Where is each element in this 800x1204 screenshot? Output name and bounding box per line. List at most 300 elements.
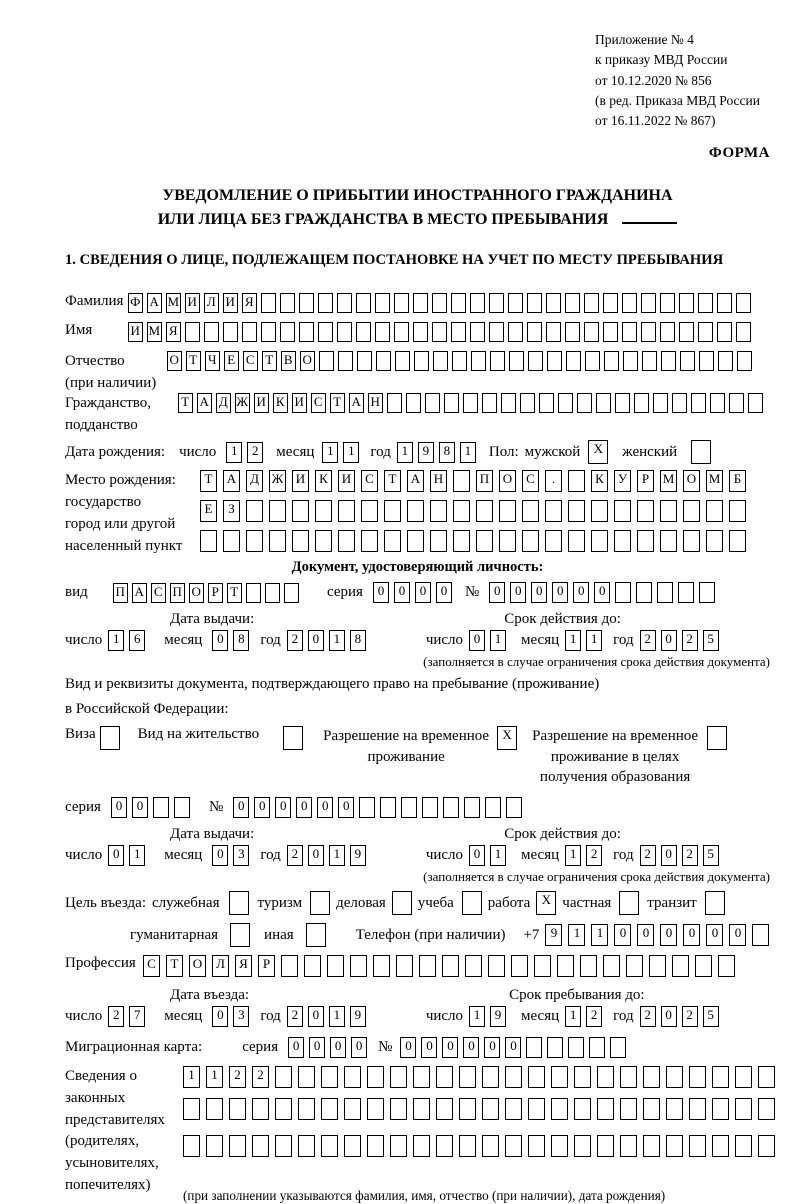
char-cell[interactable] (485, 797, 501, 818)
char-cell[interactable]: 0 (212, 1006, 228, 1027)
char-cell[interactable] (284, 583, 299, 603)
char-cell[interactable] (689, 1098, 706, 1120)
char-cell[interactable] (432, 322, 447, 342)
char-cell[interactable] (470, 293, 485, 313)
char-cell[interactable] (444, 393, 459, 413)
char-cell[interactable] (508, 293, 523, 313)
char-cell[interactable] (666, 1135, 683, 1157)
char-cell[interactable] (596, 393, 611, 413)
char-cell[interactable]: Е (200, 500, 217, 522)
char-cell[interactable] (482, 1135, 499, 1157)
char-cell[interactable] (707, 726, 727, 750)
char-cell[interactable] (442, 955, 459, 977)
char-cell[interactable] (737, 351, 752, 371)
char-cell[interactable] (499, 530, 516, 552)
char-cell[interactable] (246, 583, 261, 603)
char-cell[interactable]: С (311, 393, 326, 413)
char-cell[interactable] (292, 530, 309, 552)
char-cell[interactable] (436, 1135, 453, 1157)
char-cell[interactable] (698, 293, 713, 313)
char-cell[interactable]: 0 (706, 924, 723, 946)
char-cell[interactable]: А (349, 393, 364, 413)
char-cell[interactable] (622, 293, 637, 313)
char-cell[interactable] (319, 351, 334, 371)
char-cell[interactable]: 0 (254, 797, 270, 818)
char-cell[interactable] (174, 797, 190, 818)
char-cell[interactable]: 2 (247, 442, 263, 463)
char-cell[interactable] (482, 393, 497, 413)
char-cell[interactable] (568, 530, 585, 552)
char-cell[interactable]: 0 (614, 924, 631, 946)
char-cell[interactable] (451, 293, 466, 313)
char-cell[interactable]: А (223, 470, 240, 492)
char-cell[interactable] (528, 1098, 545, 1120)
char-cell[interactable]: 0 (212, 630, 228, 651)
char-cell[interactable]: У (614, 470, 631, 492)
char-cell[interactable] (413, 293, 428, 313)
char-cell[interactable]: Т (166, 955, 183, 977)
char-cell[interactable] (758, 1135, 775, 1157)
char-cell[interactable] (299, 322, 314, 342)
char-cell[interactable] (310, 891, 330, 915)
char-cell[interactable] (275, 1098, 292, 1120)
char-cell[interactable]: 0 (463, 1037, 479, 1058)
char-cell[interactable]: 0 (296, 797, 312, 818)
char-cell[interactable] (414, 351, 429, 371)
char-cell[interactable]: Я (166, 322, 181, 342)
char-cell[interactable] (718, 955, 735, 977)
char-cell[interactable] (384, 500, 401, 522)
char-cell[interactable]: Р (637, 470, 654, 492)
char-cell[interactable]: 9 (350, 1006, 366, 1027)
char-cell[interactable]: 0 (330, 1037, 346, 1058)
char-cell[interactable] (585, 351, 600, 371)
char-cell[interactable] (623, 351, 638, 371)
char-cell[interactable] (261, 322, 276, 342)
char-cell[interactable] (413, 1066, 430, 1088)
char-cell[interactable] (604, 351, 619, 371)
char-cell[interactable] (299, 293, 314, 313)
char-cell[interactable]: 1 (343, 442, 359, 463)
char-cell[interactable]: 2 (682, 630, 698, 651)
char-cell[interactable] (387, 393, 402, 413)
char-cell[interactable] (735, 1135, 752, 1157)
char-cell[interactable]: 1 (565, 845, 581, 866)
char-cell[interactable]: 9 (490, 1006, 506, 1027)
char-cell[interactable]: М (706, 470, 723, 492)
char-cell[interactable] (153, 797, 169, 818)
char-cell[interactable]: 5 (703, 1006, 719, 1027)
char-cell[interactable] (679, 293, 694, 313)
char-cell[interactable]: 1 (329, 1006, 345, 1027)
char-cell[interactable] (643, 1098, 660, 1120)
char-cell[interactable]: И (223, 293, 238, 313)
char-cell[interactable]: 0 (469, 845, 485, 866)
char-cell[interactable] (489, 322, 504, 342)
char-cell[interactable] (546, 293, 561, 313)
char-cell[interactable]: Я (242, 293, 257, 313)
char-cell[interactable]: П (476, 470, 493, 492)
char-cell[interactable]: 1 (490, 630, 506, 651)
char-cell[interactable]: 9 (418, 442, 434, 463)
char-cell[interactable]: 0 (436, 582, 452, 603)
char-cell[interactable] (619, 891, 639, 915)
char-cell[interactable] (204, 322, 219, 342)
char-cell[interactable]: О (499, 470, 516, 492)
char-cell[interactable]: 1 (460, 442, 476, 463)
char-cell[interactable] (717, 322, 732, 342)
char-cell[interactable] (451, 322, 466, 342)
char-cell[interactable] (230, 923, 250, 947)
char-cell[interactable]: С (361, 470, 378, 492)
char-cell[interactable]: 0 (661, 630, 677, 651)
char-cell[interactable] (183, 1098, 200, 1120)
char-cell[interactable]: 2 (586, 1006, 602, 1027)
char-cell[interactable] (643, 1135, 660, 1157)
char-cell[interactable]: Т (200, 470, 217, 492)
char-cell[interactable] (636, 582, 652, 603)
char-cell[interactable]: Т (384, 470, 401, 492)
char-cell[interactable]: 1 (568, 924, 585, 946)
char-cell[interactable]: 0 (288, 1037, 304, 1058)
char-cell[interactable]: 2 (229, 1066, 246, 1088)
char-cell[interactable]: 0 (594, 582, 610, 603)
char-cell[interactable] (505, 1098, 522, 1120)
char-cell[interactable]: М (660, 470, 677, 492)
char-cell[interactable]: А (132, 583, 147, 603)
char-cell[interactable]: 1 (129, 845, 145, 866)
char-cell[interactable]: 2 (287, 1006, 303, 1027)
char-cell[interactable] (275, 1135, 292, 1157)
char-cell[interactable] (527, 322, 542, 342)
char-cell[interactable] (615, 393, 630, 413)
char-cell[interactable] (520, 393, 535, 413)
char-cell[interactable] (591, 530, 608, 552)
char-cell[interactable] (736, 322, 751, 342)
char-cell[interactable] (522, 500, 539, 522)
char-cell[interactable] (321, 1098, 338, 1120)
char-cell[interactable]: О (683, 470, 700, 492)
char-cell[interactable]: 9 (350, 845, 366, 866)
char-cell[interactable] (298, 1135, 315, 1157)
char-cell[interactable] (395, 351, 410, 371)
char-cell[interactable]: 0 (421, 1037, 437, 1058)
char-cell[interactable]: 1 (108, 630, 124, 651)
char-cell[interactable] (453, 530, 470, 552)
char-cell[interactable] (337, 293, 352, 313)
char-cell[interactable] (637, 530, 654, 552)
char-cell[interactable]: З (223, 500, 240, 522)
char-cell[interactable] (206, 1135, 223, 1157)
char-cell[interactable] (712, 1135, 729, 1157)
char-cell[interactable] (506, 797, 522, 818)
char-cell[interactable] (292, 500, 309, 522)
char-cell[interactable] (679, 322, 694, 342)
char-cell[interactable] (689, 1066, 706, 1088)
char-cell[interactable] (430, 530, 447, 552)
char-cell[interactable] (547, 351, 562, 371)
char-cell[interactable] (642, 351, 657, 371)
char-cell[interactable] (735, 1066, 752, 1088)
char-cell[interactable]: 2 (287, 630, 303, 651)
char-cell[interactable]: И (338, 470, 355, 492)
char-cell[interactable] (666, 1066, 683, 1088)
char-cell[interactable] (229, 1135, 246, 1157)
char-cell[interactable] (413, 1098, 430, 1120)
char-cell[interactable] (432, 293, 447, 313)
char-cell[interactable] (568, 470, 585, 492)
char-cell[interactable] (591, 500, 608, 522)
char-cell[interactable]: 0 (394, 582, 410, 603)
char-cell[interactable] (453, 500, 470, 522)
char-cell[interactable]: 0 (108, 845, 124, 866)
char-cell[interactable] (476, 500, 493, 522)
char-cell[interactable] (634, 393, 649, 413)
char-cell[interactable]: 1 (329, 845, 345, 866)
char-cell[interactable] (459, 1066, 476, 1088)
char-cell[interactable]: 0 (489, 582, 505, 603)
char-cell[interactable]: К (315, 470, 332, 492)
char-cell[interactable]: 0 (469, 630, 485, 651)
char-cell[interactable] (712, 1066, 729, 1088)
char-cell[interactable] (698, 322, 713, 342)
char-cell[interactable] (597, 1066, 614, 1088)
char-cell[interactable] (392, 891, 412, 915)
char-cell[interactable] (344, 1066, 361, 1088)
char-cell[interactable]: 3 (233, 1006, 249, 1027)
char-cell[interactable]: 0 (484, 1037, 500, 1058)
char-cell[interactable] (710, 393, 725, 413)
char-cell[interactable] (637, 500, 654, 522)
char-cell[interactable]: 0 (683, 924, 700, 946)
char-cell[interactable] (505, 1066, 522, 1088)
char-cell[interactable] (603, 322, 618, 342)
char-cell[interactable] (758, 1098, 775, 1120)
char-cell[interactable] (356, 293, 371, 313)
char-cell[interactable] (367, 1066, 384, 1088)
char-cell[interactable] (489, 293, 504, 313)
char-cell[interactable] (626, 955, 643, 977)
char-cell[interactable]: 1 (183, 1066, 200, 1088)
char-cell[interactable]: 0 (275, 797, 291, 818)
char-cell[interactable] (452, 351, 467, 371)
char-cell[interactable] (463, 393, 478, 413)
char-cell[interactable]: 0 (212, 845, 228, 866)
char-cell[interactable] (436, 1098, 453, 1120)
char-cell[interactable]: 2 (640, 845, 656, 866)
char-cell[interactable]: С (151, 583, 166, 603)
char-cell[interactable] (551, 1135, 568, 1157)
char-cell[interactable] (419, 955, 436, 977)
char-cell[interactable] (206, 1098, 223, 1120)
char-cell[interactable] (641, 293, 656, 313)
char-cell[interactable]: И (292, 393, 307, 413)
char-cell[interactable]: 0 (308, 1006, 324, 1027)
char-cell[interactable] (304, 955, 321, 977)
char-cell[interactable]: Р (258, 955, 275, 977)
char-cell[interactable]: 2 (682, 1006, 698, 1027)
char-cell[interactable] (568, 500, 585, 522)
char-cell[interactable] (321, 1135, 338, 1157)
char-cell[interactable] (528, 1066, 545, 1088)
char-cell[interactable] (356, 322, 371, 342)
char-cell[interactable]: 0 (132, 797, 148, 818)
char-cell[interactable] (689, 1135, 706, 1157)
char-cell[interactable]: П (170, 583, 185, 603)
char-cell[interactable] (394, 293, 409, 313)
char-cell[interactable] (729, 500, 746, 522)
char-cell[interactable]: 1 (397, 442, 413, 463)
char-cell[interactable] (384, 530, 401, 552)
char-cell[interactable] (574, 1135, 591, 1157)
char-cell[interactable] (390, 1098, 407, 1120)
char-cell[interactable] (223, 322, 238, 342)
char-cell[interactable]: С (243, 351, 258, 371)
char-cell[interactable]: 0 (415, 582, 431, 603)
char-cell[interactable] (390, 1066, 407, 1088)
char-cell[interactable] (551, 1066, 568, 1088)
char-cell[interactable] (252, 1135, 269, 1157)
char-cell[interactable] (453, 470, 470, 492)
char-cell[interactable]: С (143, 955, 160, 977)
char-cell[interactable] (283, 726, 303, 750)
char-cell[interactable] (660, 500, 677, 522)
char-cell[interactable] (660, 322, 675, 342)
char-cell[interactable] (641, 322, 656, 342)
char-cell[interactable] (246, 500, 263, 522)
char-cell[interactable]: Ж (235, 393, 250, 413)
char-cell[interactable] (338, 530, 355, 552)
char-cell[interactable]: 9 (545, 924, 562, 946)
char-cell[interactable]: М (147, 322, 162, 342)
char-cell[interactable] (298, 1066, 315, 1088)
char-cell[interactable]: 0 (400, 1037, 416, 1058)
char-cell[interactable]: 0 (309, 1037, 325, 1058)
char-cell[interactable]: О (167, 351, 182, 371)
char-cell[interactable] (574, 1098, 591, 1120)
char-cell[interactable] (482, 1066, 499, 1088)
char-cell[interactable] (568, 1037, 584, 1058)
char-cell[interactable]: 0 (373, 582, 389, 603)
char-cell[interactable]: Р (208, 583, 223, 603)
char-cell[interactable]: X (536, 891, 556, 915)
char-cell[interactable] (430, 500, 447, 522)
char-cell[interactable]: М (166, 293, 181, 313)
char-cell[interactable]: 5 (703, 630, 719, 651)
char-cell[interactable] (660, 293, 675, 313)
char-cell[interactable]: Б (729, 470, 746, 492)
char-cell[interactable]: 1 (322, 442, 338, 463)
char-cell[interactable] (547, 1037, 563, 1058)
char-cell[interactable] (482, 1098, 499, 1120)
char-cell[interactable]: 1 (565, 1006, 581, 1027)
char-cell[interactable]: 0 (505, 1037, 521, 1058)
char-cell[interactable] (717, 293, 732, 313)
char-cell[interactable] (534, 955, 551, 977)
char-cell[interactable] (344, 1098, 361, 1120)
char-cell[interactable]: 0 (510, 582, 526, 603)
char-cell[interactable]: 0 (351, 1037, 367, 1058)
char-cell[interactable]: О (300, 351, 315, 371)
char-cell[interactable]: 2 (682, 845, 698, 866)
char-cell[interactable] (375, 293, 390, 313)
char-cell[interactable] (614, 530, 631, 552)
char-cell[interactable] (361, 500, 378, 522)
char-cell[interactable] (252, 1098, 269, 1120)
char-cell[interactable] (545, 530, 562, 552)
char-cell[interactable]: О (189, 955, 206, 977)
char-cell[interactable]: 2 (108, 1006, 124, 1027)
char-cell[interactable] (327, 955, 344, 977)
char-cell[interactable] (597, 1135, 614, 1157)
char-cell[interactable] (565, 322, 580, 342)
char-cell[interactable] (407, 500, 424, 522)
char-cell[interactable] (367, 1135, 384, 1157)
char-cell[interactable] (557, 955, 574, 977)
char-cell[interactable] (361, 530, 378, 552)
char-cell[interactable] (413, 1135, 430, 1157)
char-cell[interactable] (528, 1135, 545, 1157)
char-cell[interactable] (318, 322, 333, 342)
char-cell[interactable] (691, 440, 711, 464)
char-cell[interactable] (375, 322, 390, 342)
char-cell[interactable] (229, 1098, 246, 1120)
char-cell[interactable] (488, 955, 505, 977)
char-cell[interactable]: 0 (111, 797, 127, 818)
char-cell[interactable]: 2 (586, 845, 602, 866)
char-cell[interactable] (344, 1135, 361, 1157)
char-cell[interactable] (321, 1066, 338, 1088)
char-cell[interactable] (683, 530, 700, 552)
char-cell[interactable] (306, 923, 326, 947)
char-cell[interactable] (407, 530, 424, 552)
char-cell[interactable] (614, 500, 631, 522)
char-cell[interactable]: И (254, 393, 269, 413)
char-cell[interactable] (246, 530, 263, 552)
char-cell[interactable] (413, 322, 428, 342)
char-cell[interactable]: К (591, 470, 608, 492)
char-cell[interactable] (589, 1037, 605, 1058)
char-cell[interactable]: 1 (586, 630, 602, 651)
char-cell[interactable] (265, 583, 280, 603)
char-cell[interactable] (615, 582, 631, 603)
char-cell[interactable] (736, 293, 751, 313)
char-cell[interactable]: . (545, 470, 562, 492)
char-cell[interactable] (649, 955, 666, 977)
char-cell[interactable]: А (147, 293, 162, 313)
char-cell[interactable] (678, 582, 694, 603)
char-cell[interactable]: Д (216, 393, 231, 413)
char-cell[interactable] (261, 293, 276, 313)
char-cell[interactable] (699, 582, 715, 603)
char-cell[interactable]: Я (235, 955, 252, 977)
char-cell[interactable] (539, 393, 554, 413)
char-cell[interactable] (459, 1098, 476, 1120)
char-cell[interactable]: 8 (350, 630, 366, 651)
char-cell[interactable] (546, 322, 561, 342)
char-cell[interactable] (471, 351, 486, 371)
char-cell[interactable] (620, 1135, 637, 1157)
char-cell[interactable]: 1 (226, 442, 242, 463)
char-cell[interactable] (657, 582, 673, 603)
char-cell[interactable]: 6 (129, 630, 145, 651)
char-cell[interactable] (350, 955, 367, 977)
char-cell[interactable]: 1 (565, 630, 581, 651)
char-cell[interactable] (269, 500, 286, 522)
char-cell[interactable] (526, 1037, 542, 1058)
char-cell[interactable] (357, 351, 372, 371)
char-cell[interactable] (462, 891, 482, 915)
